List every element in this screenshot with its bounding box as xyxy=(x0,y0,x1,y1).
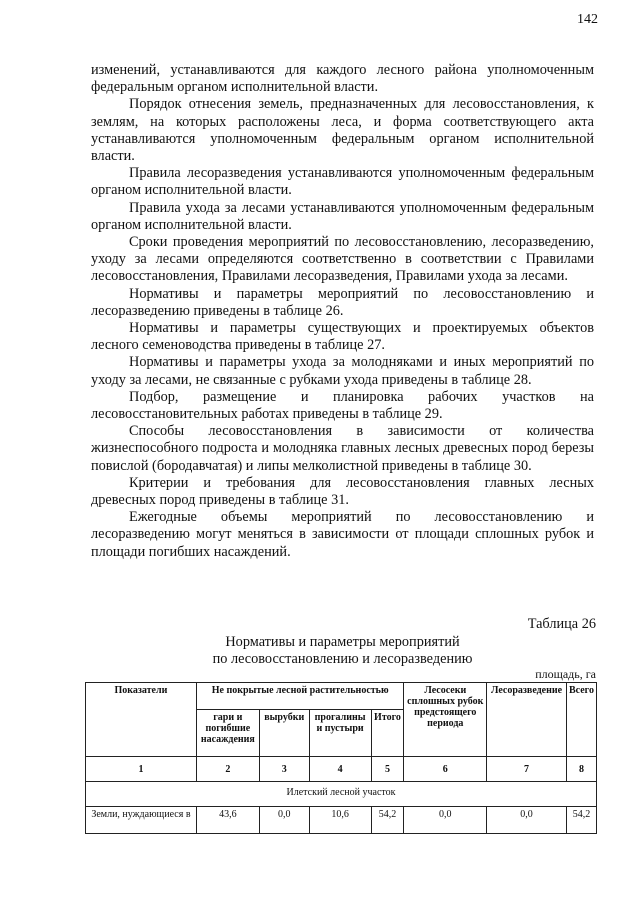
paragraph: Нормативы и параметры ухода за молодняками и иных мероприятий по уходу за лесами, не связанные с рубками ухода приведены в таблице 28. xyxy=(91,354,594,388)
header-cutovers: вырубки xyxy=(259,710,309,757)
paragraph: Ежегодные объемы мероприятий по лесовосстановлению и лесоразведению могут меняться в зависимости от площади сплошных рубок и площади погибших насаждений. xyxy=(91,509,594,560)
header-burned: гари и погибшие насаждения xyxy=(196,710,259,757)
paragraph: Правила ухода за лесами устанавливаются уполномоченным федеральным органом исполнительной власти. xyxy=(91,199,594,233)
table-title xyxy=(91,634,594,668)
table-cell: 54,2 xyxy=(371,807,404,834)
table-row xyxy=(86,807,597,834)
column-numbers-row xyxy=(86,757,597,782)
table-title-line-1: Нормативы и параметры мероприятий xyxy=(225,634,460,650)
paragraph: Подбор, размещение и планировка рабочих участков на лесовосстановительных работах приведены в таблице 29. xyxy=(91,388,594,423)
paragraph: Нормативы и параметры существующих и проектируемых объектов лесного семеноводства приведены в таблице 27. xyxy=(91,320,594,354)
table-cell: 0,0 xyxy=(487,807,567,834)
paragraph: Сроки проведения мероприятий по лесовосстановлению, лесоразведению, уходу за лесами определяются соответственно в соответствии с Правилами лесовосстановления, Правилами лесоразведения, Правилами ухода за лесами. xyxy=(91,234,594,285)
column-number: 5 xyxy=(371,757,404,782)
paragraph: Порядок отнесения земель, предназначенных для лесовосстановления, к землям, на которых расположены леса, и форма соответствующего акта устанавливаются уполномоченным федеральным органом исполнительной власти. xyxy=(91,96,594,165)
table-cell: 0,0 xyxy=(259,807,309,834)
paragraph: Правила лесоразведения устанавливаются уполномоченным федеральным органом исполнительной власти. xyxy=(91,165,594,199)
column-number: 6 xyxy=(404,757,487,782)
header-afforestation: Лесоразведение xyxy=(487,683,567,757)
paragraph: Критерии и требования для лесовосстановления главных лесных древесных пород приведены в таблице 31. xyxy=(91,474,594,509)
table-title-line-2: по лесовосстановлению и лесоразведению xyxy=(212,651,473,668)
body-text xyxy=(91,62,594,561)
table-label: Таблица 26 xyxy=(527,616,596,632)
header-not-covered: Не покрытые лесной растительностью xyxy=(196,683,404,710)
column-number: 3 xyxy=(259,757,309,782)
row-label: Земли, нуждающиеся в xyxy=(86,807,197,834)
header-clearcuts: Лесосеки сплошных рубок предстоящего периода xyxy=(404,683,487,757)
column-number: 2 xyxy=(196,757,259,782)
paragraph: Нормативы и параметры мероприятий по лесовосстановлению и лесоразведению приведены в таблице 26. xyxy=(91,285,594,319)
table-cell: 43,6 xyxy=(196,807,259,834)
paragraph: изменений, устанавливаются для каждого лесного района уполномоченным федеральным органом исполнительной власти. xyxy=(91,62,594,96)
paragraph: Способы лесовосстановления в зависимости от количества жизнеспособного подроста и молодняка главных лесных древесных пород березы повислой (бородавчатая) и липы мелколистной приведены в таблице 30. xyxy=(91,423,594,474)
header-total: Всего xyxy=(566,683,596,757)
district-row: Илетский лесной участок xyxy=(86,782,597,807)
column-number: 8 xyxy=(566,757,596,782)
column-number: 4 xyxy=(309,757,371,782)
header-subtotal: Итого xyxy=(371,710,404,757)
table-cell: 10,6 xyxy=(309,807,371,834)
table-units: площадь, га xyxy=(535,667,596,681)
column-number: 1 xyxy=(86,757,197,782)
table-cell: 0,0 xyxy=(404,807,487,834)
header-indicators: Показатели xyxy=(86,683,197,757)
page-number: 142 xyxy=(577,12,598,27)
column-number: 7 xyxy=(487,757,567,782)
header-glades: прогалины и пустыри xyxy=(309,710,371,757)
table-cell: 54,2 xyxy=(566,807,596,834)
norms-table xyxy=(85,682,597,834)
